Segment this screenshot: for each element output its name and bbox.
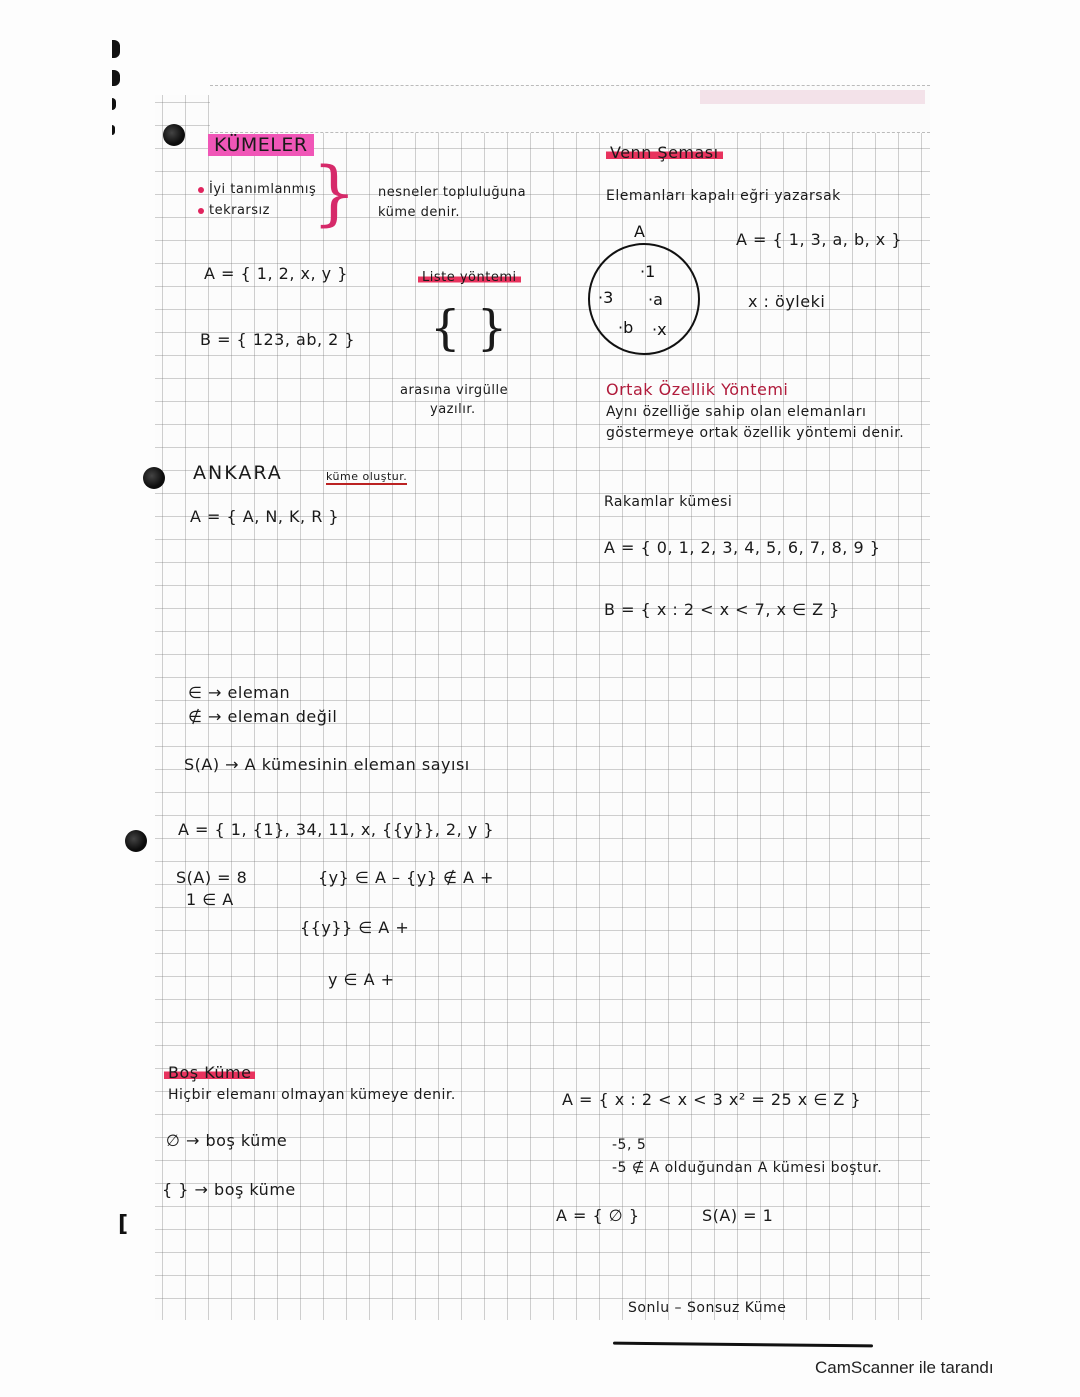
bos-example-result-set: A = { ∅ }: [556, 1206, 640, 1225]
venn-circle-label: A: [634, 222, 645, 241]
definition-text: nesneler topluluğuna: [378, 185, 527, 200]
bos-kume-definition: Hiçbir elemanı olmayan kümeye denir.: [168, 1087, 456, 1103]
ankara-set: A = { A, N, K, R }: [190, 507, 340, 526]
section-title-ortak-ozellik: Ortak Özellik Yöntemi: [606, 380, 789, 399]
example-line: y ∈ A +: [328, 970, 395, 989]
empty-set-row: ∅ → boş küme: [166, 1131, 288, 1150]
section-title-kumeler: KÜMELER: [208, 134, 314, 156]
venn-intro: Elemanları kapalı eğri yazarsak: [606, 188, 841, 204]
camscanner-watermark: CamScanner ile tarandı: [815, 1358, 994, 1377]
rakamlar-set-b: B = { x : 2 < x < 7, x ∈ Z }: [604, 600, 840, 619]
bos-example-roots: -5, 5: [612, 1137, 647, 1153]
definition-text: küme denir.: [378, 205, 461, 220]
section-title-bos-kume: Boş Küme: [164, 1063, 255, 1082]
ortak-ozellik-text: göstermeye ortak özellik yöntemi denir.: [606, 425, 905, 441]
footer-note: Sonlu – Sonsuz Küme: [628, 1300, 787, 1316]
bos-example-result-count: S(A) = 1: [702, 1206, 774, 1225]
cardinality-note: S(A) → A kümesinin eleman sayısı: [184, 755, 470, 774]
section-title-venn: Venn Şeması: [606, 143, 723, 162]
bullet-item: tekrarsız: [198, 203, 270, 218]
binder-mark: [112, 40, 120, 58]
bullet-icon: [198, 208, 204, 214]
binder-mark: [112, 125, 115, 135]
venn-element: ·1: [640, 262, 656, 281]
header-smudge: [700, 90, 925, 104]
liste-yontemi-title: Liste yöntemi: [418, 270, 521, 285]
venn-element: ·a: [648, 290, 663, 309]
set-example-b: B = { 123, ab, 2 }: [200, 330, 356, 349]
rakamlar-set-a: A = { 0, 1, 2, 3, 4, 5, 6, 7, 8, 9 }: [604, 538, 881, 557]
example-count: S(A) = 8: [176, 868, 248, 887]
example-line: {{y}} ∈ A +: [300, 918, 410, 937]
example-member: 1 ∈ A: [186, 890, 234, 909]
ankara-note: küme oluştur.: [326, 470, 408, 483]
ortak-ozellik-text: Aynı özelliğe sahip olan elemanları: [606, 404, 867, 420]
punch-hole: [125, 830, 147, 852]
punch-hole: [163, 124, 185, 146]
element-of-icon: ∈: [188, 683, 203, 702]
venn-note: x : öyleki: [748, 292, 826, 311]
venn-element: ·x: [652, 320, 667, 339]
rakamlar-title: Rakamlar kümesi: [604, 494, 733, 510]
binder-mark: [112, 70, 120, 86]
liste-note: yazılır.: [430, 402, 476, 417]
empty-braces-row: { } → boş küme: [162, 1180, 296, 1199]
bos-example-explanation: -5 ∉ A olduğundan A kümesi boştur.: [612, 1160, 883, 1176]
not-element-symbol-row: ∉ → eleman değil: [188, 707, 338, 726]
empty-braces-icon: { }: [162, 1180, 189, 1199]
venn-set: A = { 1, 3, a, b, x }: [736, 230, 903, 249]
liste-note: arasına virgülle: [400, 383, 509, 398]
ankara-word: ANKARA: [193, 462, 283, 484]
punch-hole: [143, 467, 165, 489]
bullet-item: İyi tanımlanmış: [198, 182, 316, 197]
set-example-a: A = { 1, 2, x, y }: [204, 264, 348, 283]
empty-set-icon: ∅: [166, 1131, 181, 1150]
not-element-of-icon: ∉: [188, 707, 203, 726]
bullet-icon: [198, 187, 204, 193]
venn-element: ·b: [618, 318, 634, 337]
scan-artifact-mark: [: [118, 1212, 129, 1237]
venn-element: ·3: [598, 288, 614, 307]
example-line: {y} ∈ A – {y} ∉ A +: [318, 868, 494, 887]
empty-braces-icon: { }: [430, 300, 508, 356]
element-symbol-row: ∈ → eleman: [188, 683, 291, 702]
right-brace-icon: }: [312, 152, 357, 234]
example-set: A = { 1, {1}, 34, 11, x, {{y}}, 2, y }: [178, 820, 494, 839]
bos-example-set: A = { x : 2 < x < 3 x² = 25 x ∈ Z }: [562, 1090, 862, 1109]
